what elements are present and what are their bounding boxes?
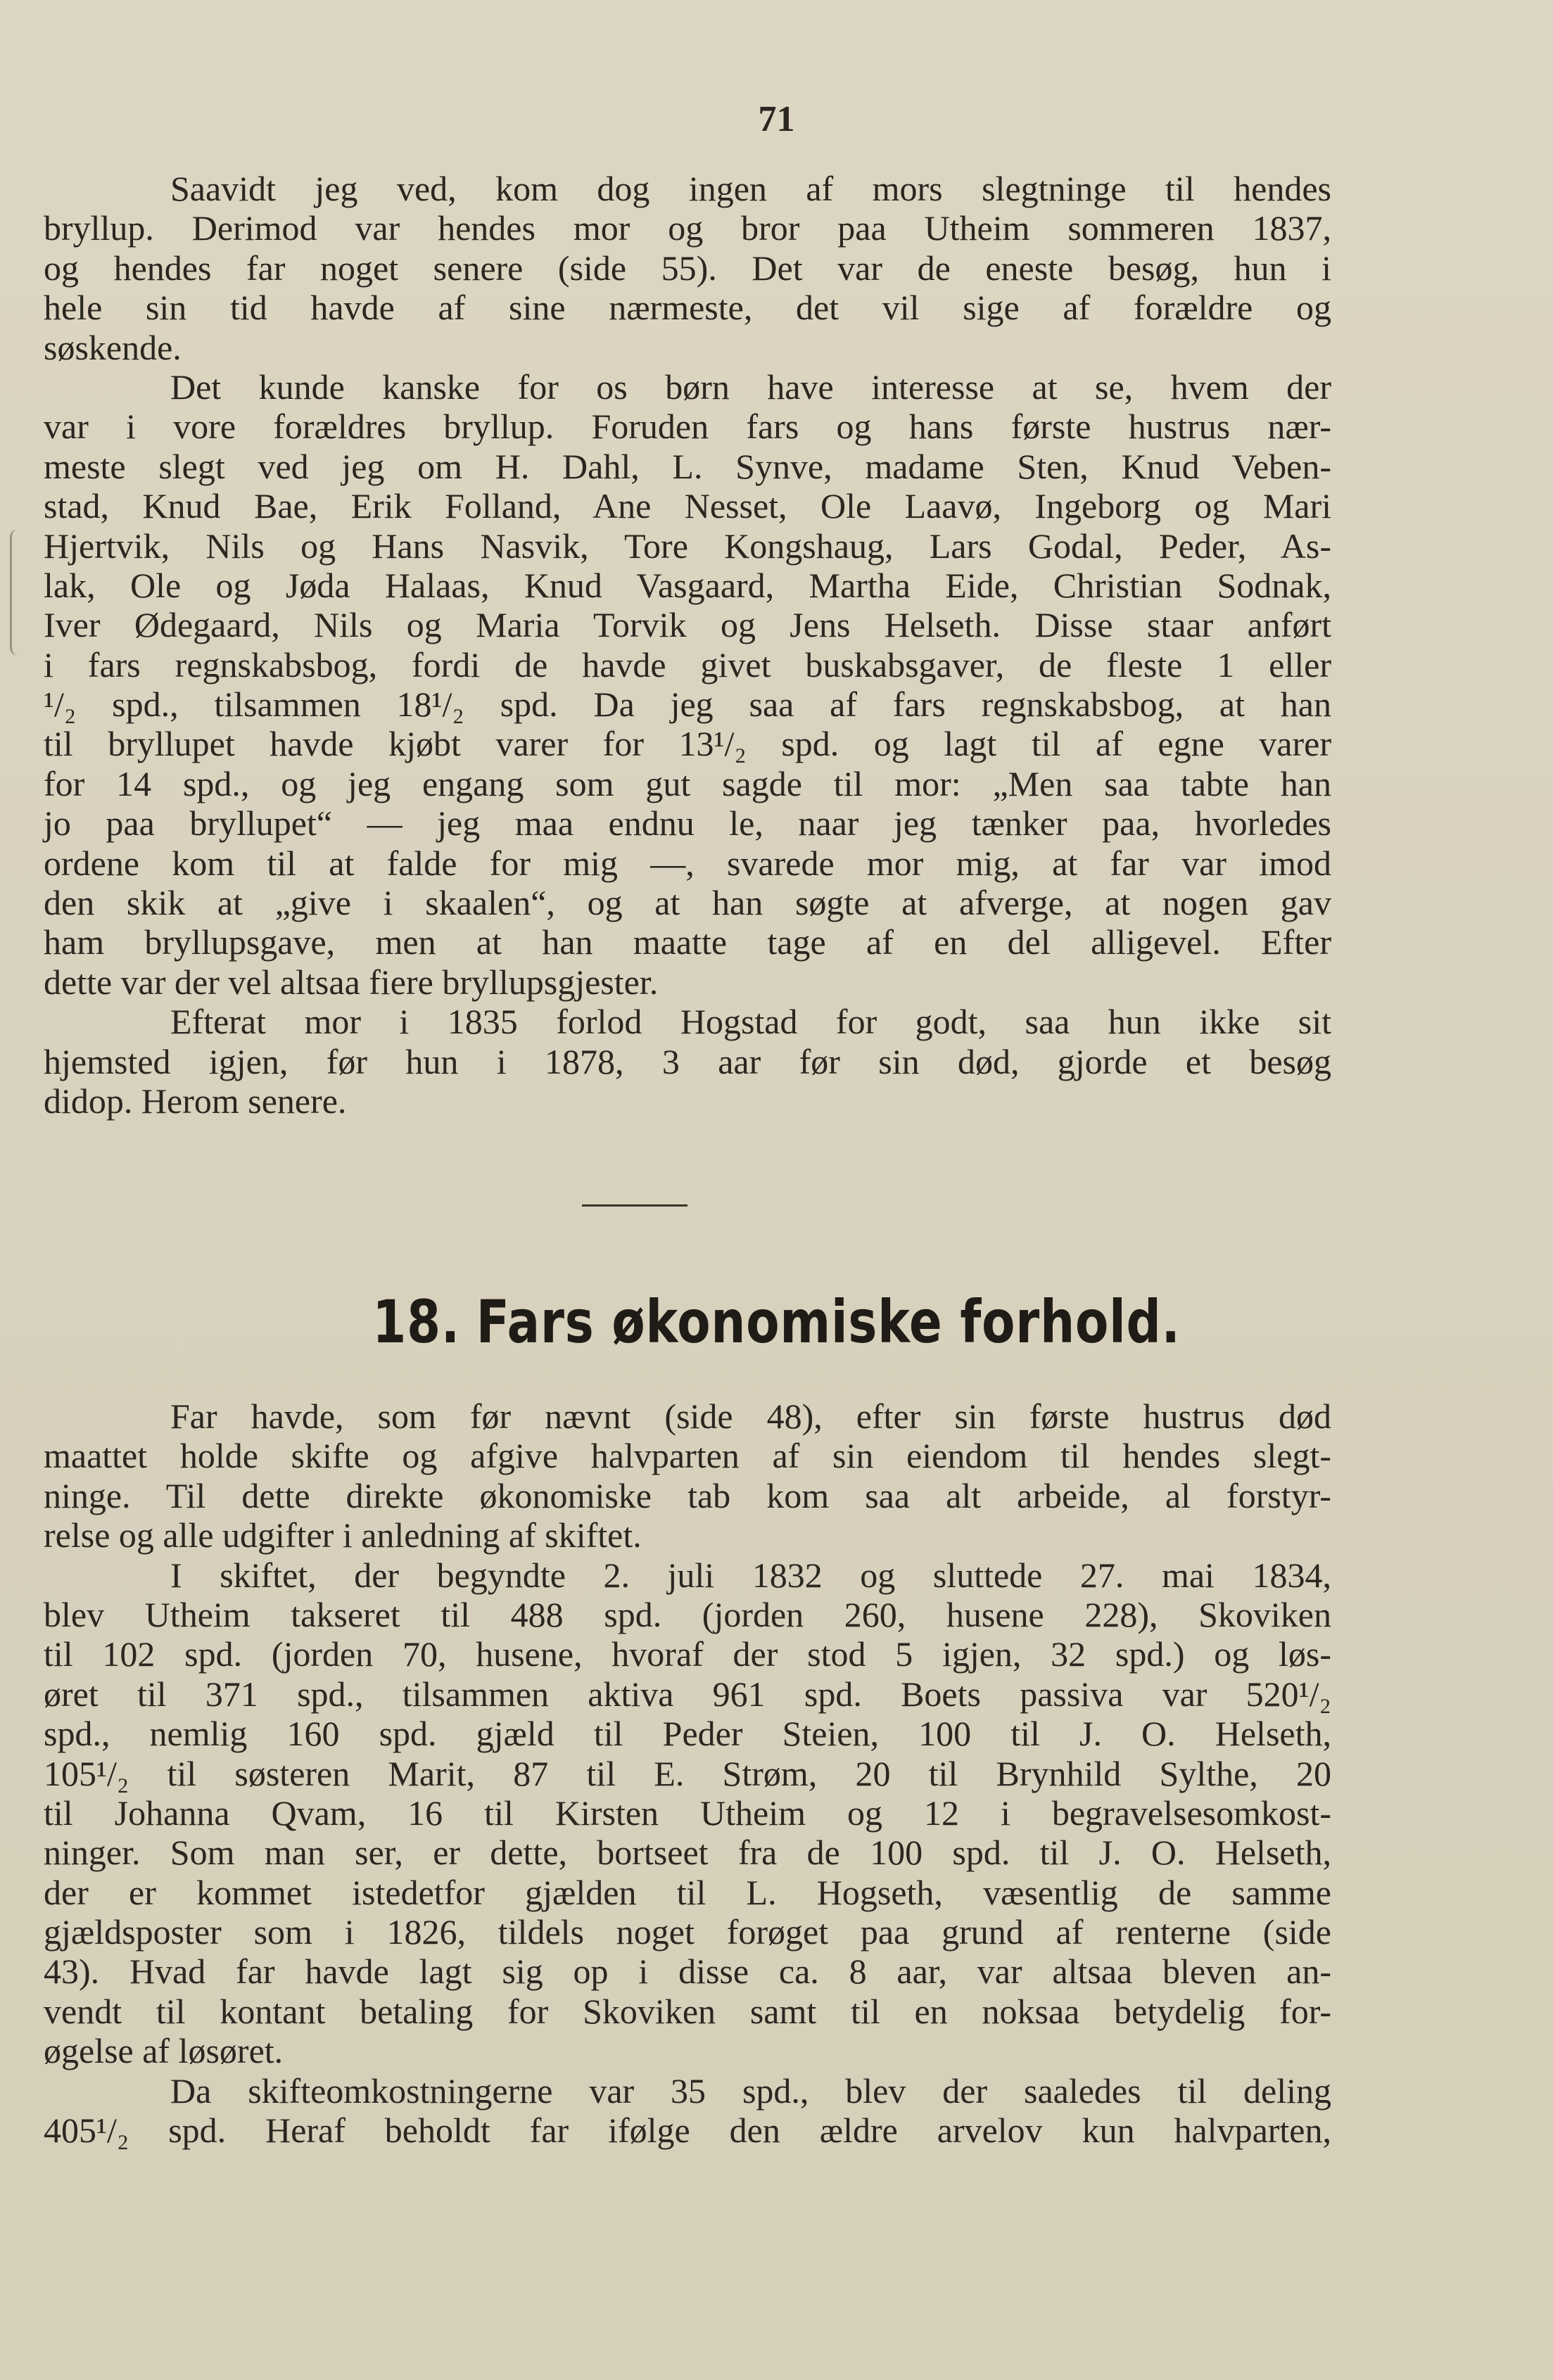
text-line: Hjertvik, Nils og Hans Nasvik, Tore Kongshaug, Lars Godal, Peder, As- [44, 526, 1331, 566]
text-line: ham bryllupsgave, men at han maatte tage af en del alligevel. Efter [44, 922, 1331, 962]
text-line: 43). Hvad far havde lagt sig op i disse ca. 8 aar, var altsaa bleven an- [44, 1952, 1331, 1992]
page-number: 71 [758, 99, 795, 139]
text-line: ¹/₂ spd., tilsammen 18¹/₂ spd. Da jeg saa af fars regnskabsbog, at han [44, 685, 1331, 725]
text-block-1 [44, 169, 1331, 1121]
section-divider [582, 1204, 687, 1207]
text-line: Far havde, som før nævnt (side 48), efter sin første hustrus død [170, 1396, 1331, 1436]
text-line: vendt til kontant betaling for Skoviken samt til en noksaa betydelig for- [44, 1991, 1331, 2031]
text-line: Iver Ødegaard, Nils og Maria Torvik og Jens Helseth. Disse staar anført [44, 605, 1331, 645]
text-line: I skiftet, der begyndte 2. juli 1832 og sluttede 27. mai 1834, [170, 1555, 1331, 1595]
text-line: Efterat mor i 1835 forlod Hogstad for godt, saa hun ikke sit [170, 1002, 1331, 1042]
text-line: øgelse af løsøret. [44, 2031, 284, 2071]
chapter-heading [140, 1287, 1414, 1356]
text-line: jo paa bryllupet“ — jeg maa endnu le, naar jeg tænker paa, hvorledes [44, 803, 1331, 844]
text-block-2 [44, 1396, 1331, 2150]
text-line: bryllup. Derimod var hendes mor og bror paa Utheim sommeren 1837, [44, 208, 1331, 248]
text-line: Det kunde kanske for os børn have interesse at se, hvem der [170, 367, 1331, 407]
margin-pencil-mark [10, 529, 26, 656]
text-line: dette var der vel altsaa fiere bryllupsgjester. [44, 962, 659, 1002]
text-line: spd., nemlig 160 spd. gjæld til Peder Steien, 100 til J. O. Helseth, [44, 1714, 1331, 1754]
text-line: til Johanna Qvam, 16 til Kirsten Utheim og 12 i begravelsesomkost- [44, 1793, 1331, 1833]
text-line: maattet holde skifte og afgive halvparten af sin eiendom til hendes slegt- [44, 1436, 1331, 1476]
text-line: ordene kom til at falde for mig —, svarede mor mig, at far var imod [44, 843, 1331, 883]
text-line: relse og alle udgifter i anledning af skiftet. [44, 1515, 642, 1555]
text-line: øret til 371 spd., tilsammen aktiva 961 spd. Boets passiva var 520¹/₂ [44, 1674, 1331, 1714]
text-line: for 14 spd., og jeg engang som gut sagde til mor: „Men saa tabte han [44, 763, 1331, 803]
text-line: Da skifteomkostningerne var 35 spd., blev der saaledes til deling [170, 2070, 1331, 2111]
chapter-title: Fars økonomiske forhold. [476, 1287, 1181, 1356]
text-line: lak, Ole og Jøda Halaas, Knud Vasgaard, Martha Eide, Christian Sodnak, [44, 565, 1331, 605]
text-line: stad, Knud Bae, Erik Folland, Ane Nesset, Ole Laavø, Ingeborg og Mari [44, 486, 1331, 526]
text-line: Saavidt jeg ved, kom dog ingen af mors slegtninge til hendes [170, 169, 1331, 208]
text-line: ninger. Som man ser, er dette, bortseet fra de 100 spd. til J. O. Helseth, [44, 1833, 1331, 1873]
text-line: gjældsposter som i 1826, tildels noget forøget paa grund af renterne (side [44, 1912, 1331, 1952]
text-line: 405¹/₂ spd. Heraf beholdt far ifølge den ældre arvelov kun halvparten, [44, 2111, 1331, 2151]
chapter-number: 18. [372, 1287, 460, 1356]
text-line: 105¹/₂ til søsteren Marit, 87 til E. Strøm, 20 til Brynhild Sylthe, 20 [44, 1753, 1331, 1793]
text-line: hjemsted igjen, før hun i 1878, 3 aar før sin død, gjorde et besøg [44, 1041, 1331, 1081]
text-line: hele sin tid havde af sine nærmeste, det vil sige af forældre og [44, 288, 1331, 328]
text-line: var i vore forældres bryllup. Foruden fars og hans første hustrus nær- [44, 407, 1331, 447]
text-line: i fars regnskabsbog, fordi de havde givet buskabsgaver, de fleste 1 eller [44, 644, 1331, 685]
text-line: den skik at „give i skaalen“, og at han søgte at afverge, at nogen gav [44, 883, 1331, 923]
text-line: søskende. [44, 327, 182, 367]
text-line: didop. Herom senere. [44, 1081, 347, 1121]
text-line: ninge. Til dette direkte økonomiske tab kom saa alt arbeide, al forstyr- [44, 1475, 1331, 1515]
text-line: til bryllupet havde kjøbt varer for 13¹/₂ spd. og lagt til af egne varer [44, 724, 1331, 764]
text-line: der er kommet istedetfor gjælden til L. Hogseth, væsentlig de samme [44, 1872, 1331, 1912]
text-line: til 102 spd. (jorden 70, husene, hvoraf der stod 5 igjen, 32 spd.) og løs- [44, 1634, 1331, 1674]
text-line: og hendes far noget senere (side 55). Det var de eneste besøg, hun i [44, 248, 1331, 288]
text-line: blev Utheim takseret til 488 spd. (jorden 260, husene 228), Skoviken [44, 1594, 1331, 1634]
text-line: meste slegt ved jeg om H. Dahl, L. Synve, madame Sten, Knud Veben- [44, 446, 1331, 486]
